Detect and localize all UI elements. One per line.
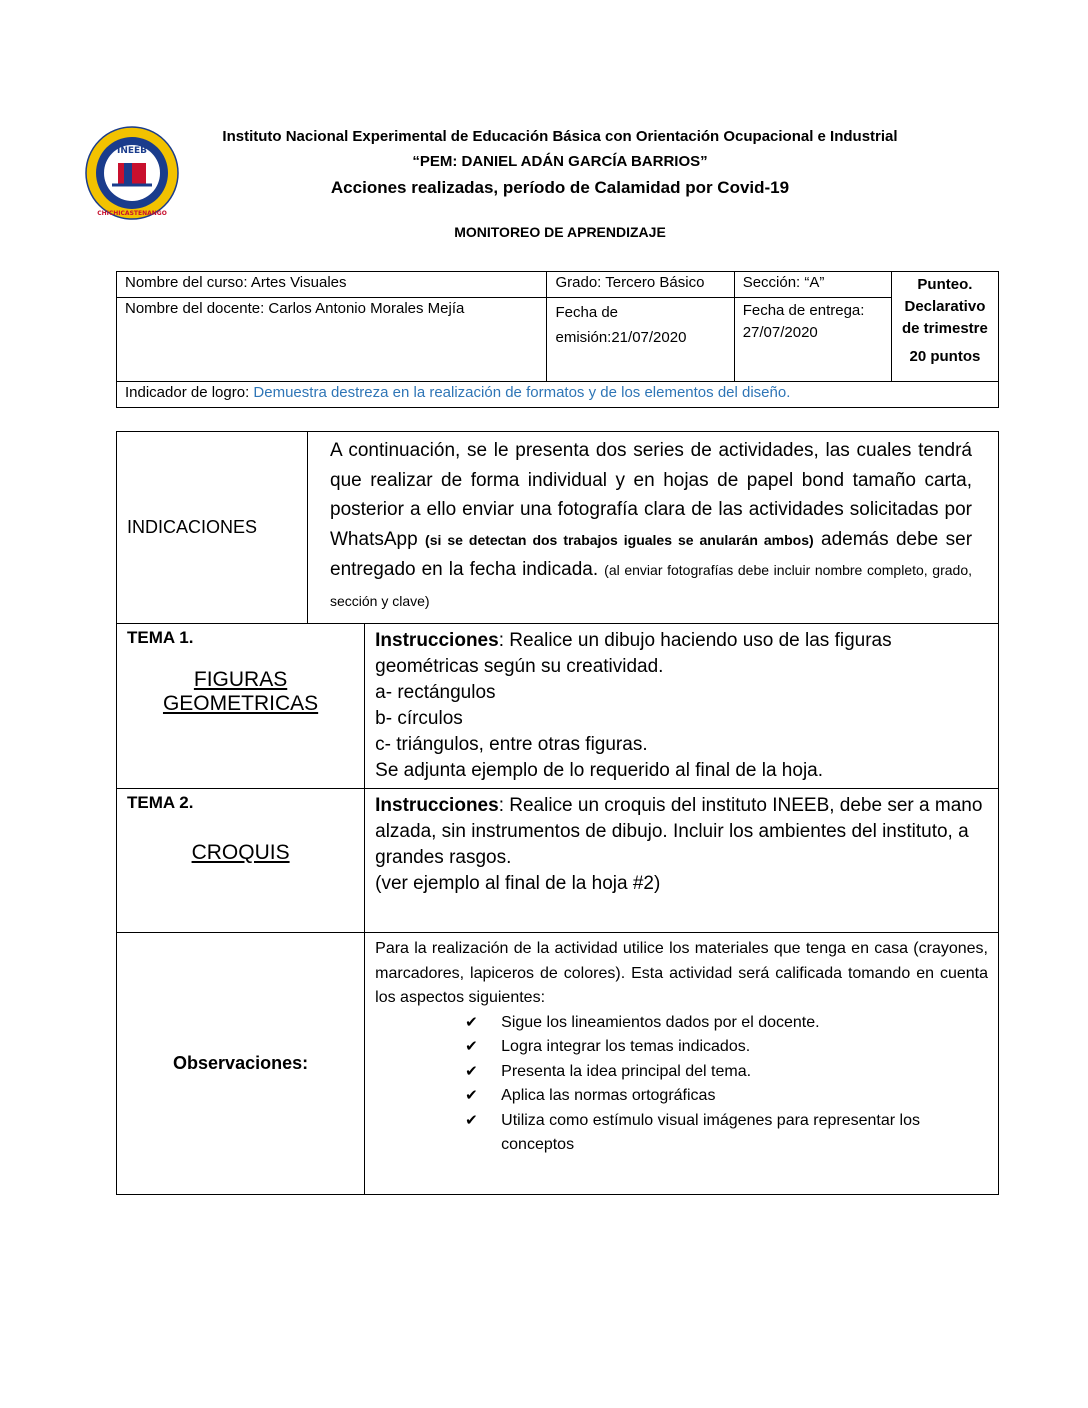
document-title: MONITOREO DE APRENDIZAJE (454, 224, 666, 240)
tema1-label: TEMA 1. (127, 628, 194, 647)
logo-text: INEEB (116, 146, 148, 156)
tema1-instructions (365, 624, 999, 789)
score-cell (891, 272, 998, 382)
tema2-instructions (365, 789, 999, 933)
tema1-item: b- círculos (375, 708, 463, 729)
emission-date: Fecha de emisión:21/07/2020 (547, 298, 734, 382)
indicator-text: Demuestra destreza en la realización de formatos y de los elementos del diseño. (253, 384, 791, 401)
tema1-instr-text: : Realice un dibujo haciendo uso de las figuras geométricas según su creatividad. (375, 630, 892, 677)
score-type: Declarativo de trimestre (901, 298, 988, 337)
observaciones-intro: Para la realización de la actividad utilice los materiales que tenga en casa (crayones, marcadores, lapiceros de colores). Esta actividad será calificada tomando en cuenta los aspectos siguientes: (375, 940, 988, 1006)
checklist-item: ✔ Sigue los lineamientos dados por el docente. (465, 1011, 988, 1036)
logo-bottom-text: CHICHICASTENANGO (97, 210, 167, 217)
evaluation-checklist (375, 1011, 988, 1158)
grade: Grado: Tercero Básico (547, 272, 734, 298)
section: Sección: “A” (734, 272, 891, 298)
tema1-cell (117, 624, 365, 789)
tema2-title: CROQUIS (191, 841, 290, 864)
tema1-instr-label: Instrucciones (375, 630, 499, 651)
actions-line: Acciones realizadas, período de Calamidad por Covid-19 (330, 178, 790, 197)
tema2-instr-text: : Realice un croquis del instituto INEEB, debe ser a mano alzada, sin instrumentos de dibujo. Incluir los ambientes del instituto, a grandes rasgos. (375, 795, 983, 868)
pem-name: “PEM: DANIEL ADÁN GARCÍA BARRIOS” (412, 153, 708, 170)
observaciones-label: Observaciones: (117, 933, 365, 1195)
observaciones-cell (365, 933, 999, 1195)
teacher-name: Nombre del docente: Carlos Antonio Morales Mejía (117, 298, 547, 382)
checklist-item: ✔ Aplica las normas ortográficas (465, 1084, 988, 1109)
indicaciones-text-cell (308, 432, 999, 624)
tema1-item: c- triángulos, entre otras figuras. (375, 734, 648, 755)
tema2-label: TEMA 2. (127, 793, 194, 812)
score-points: 20 puntos (909, 348, 981, 365)
indicaciones-warning: (si se detectan dos trabajos iguales se anularán ambos) (425, 531, 814, 548)
indicaciones-text-a: A continuación, se le presenta dos series de actividades, las cuales tendrá que realizar de forma individual y en hojas de papel bond tamaño carta, posterior a ello enviar una fotografía clara de las actividades solicitadas por WhatsApp (330, 440, 972, 550)
institution-name: Instituto Nacional Experimental de Educación Básica con Orientación Ocupacional e Industrial (222, 128, 898, 145)
indicaciones-photo-note: (al enviar fotografías debe incluir nombre completo, grado, sección y clave) (330, 562, 973, 609)
tema1-item: a- rectángulos (375, 682, 496, 703)
tema2-instr-label: Instrucciones (375, 795, 499, 816)
delivery-date: Fecha de entrega: 27/07/2020 (734, 298, 891, 382)
indicaciones-text (330, 436, 972, 616)
indicaciones-label: INDICACIONES (117, 432, 308, 624)
score-label: Punteo. (917, 276, 973, 293)
tema1-title: FIGURAS GEOMETRICAS (162, 668, 319, 715)
indicator-label: Indicador de logro: (125, 384, 254, 401)
indicaciones-text-c: además debe ser entregado en la fecha indicada. (330, 528, 973, 580)
checklist-item: ✔ Presenta la idea principal del tema. (465, 1060, 988, 1085)
checklist-item: ✔ Logra integrar los temas indicados. (465, 1035, 988, 1060)
tema2-cell (117, 789, 365, 933)
tema2-note: (ver ejemplo al final de la hoja #2) (375, 873, 661, 894)
checklist-item: ✔ Utiliza como estímulo visual imágenes para representar los conceptos (465, 1109, 988, 1158)
course-name: Nombre del curso: Artes Visuales (117, 272, 547, 298)
activities-table (116, 431, 999, 1195)
course-info-table (116, 271, 999, 408)
achievement-indicator (117, 382, 999, 408)
school-logo-icon (82, 123, 182, 223)
tema1-note: Se adjunta ejemplo de lo requerido al final de la hoja. (375, 760, 824, 781)
